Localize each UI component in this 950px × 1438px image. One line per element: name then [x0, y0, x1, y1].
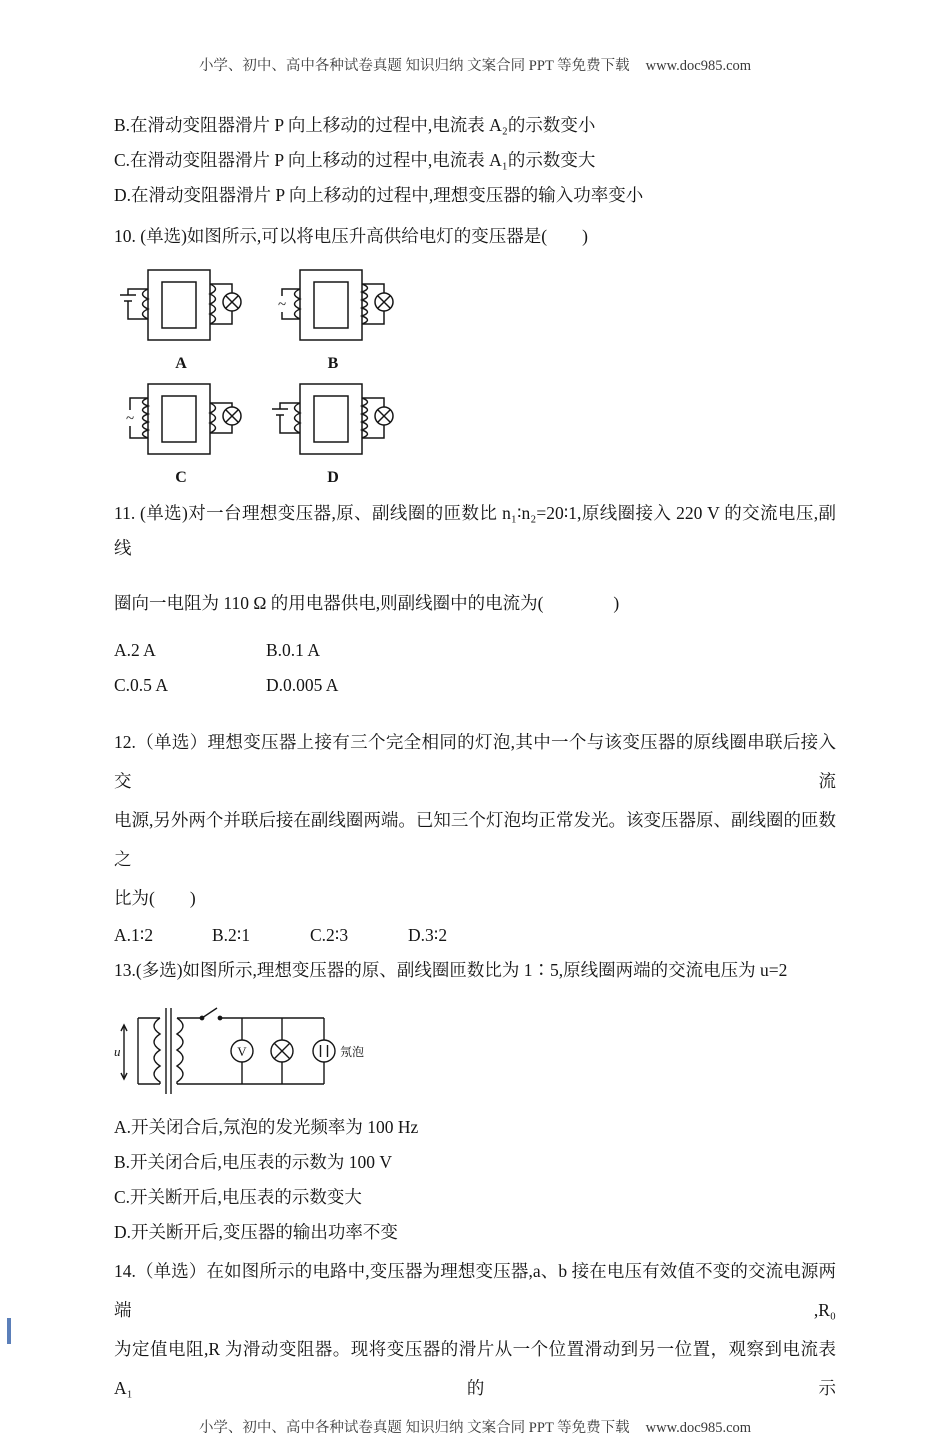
q14-stem-line1: 14.（单选）在如图所示的电路中,变压器为理想变压器,a、b 接在电压有效值不变的交流电源两端,R₀ — [114, 1261, 836, 1320]
figure-label-c: C — [175, 469, 187, 486]
core-inner — [162, 282, 196, 328]
ac-source-icon: ~ — [125, 411, 135, 427]
secondary-coil — [362, 398, 368, 438]
page-corner-artifact — [7, 1318, 11, 1344]
lamp-cross — [226, 296, 238, 308]
battery-icon — [120, 295, 136, 301]
q13-option-a: A.开关闭合后,氖泡的发光频率为 100 Hz — [114, 1117, 419, 1137]
core-outer — [148, 384, 210, 454]
neon-electrodes — [321, 1045, 328, 1057]
q9-option-c: C.在滑动变阻器滑片 P 向上移动的过程中,电流表 A₁的示数变大 — [114, 150, 596, 170]
switch-contact-left — [200, 1016, 203, 1019]
lamp-cross — [378, 410, 390, 422]
core-outer — [300, 270, 362, 340]
q12-stem-line1: 12.（单选）理想变压器上接有三个完全相同的灯泡,其中一个与该变压器的原线圈串联后接入交流 — [114, 732, 836, 791]
q11-option-a: A.2 A — [114, 640, 156, 660]
secondary-coil — [362, 284, 368, 324]
q9-option-d: D.在滑动变阻器滑片 P 向上移动的过程中,理想变压器的输入功率变小 — [114, 185, 644, 205]
q11-stem-line1: 11. (单选)对一台理想变压器,原、副线圈的匝数比 n₁∶n₂=20∶1,原线圈接入 220 V 的交流电压,副线 — [114, 503, 836, 558]
u-label: u — [114, 1044, 121, 1059]
transformer-figure-d — [268, 376, 420, 488]
lamp-cross — [275, 1044, 290, 1059]
primary-coil — [154, 1018, 160, 1084]
transformer-figure-c — [116, 376, 268, 488]
header-url: www.doc985.com — [645, 58, 752, 74]
secondary-coil — [177, 1018, 183, 1084]
ac-source-icon: ~ — [277, 297, 287, 313]
q11-option-d: D.0.005 A — [266, 675, 339, 695]
q12-option-b: B.2∶1 — [212, 925, 251, 945]
footer-text: 小学、初中、高中各种试卷真题 知识归纳 文案合同 PPT 等免费下载 — [198, 1420, 630, 1436]
primary-coil — [295, 403, 301, 433]
q13-circuit-diagram — [114, 996, 372, 1104]
q12-stem-line3: 比为( ) — [114, 888, 196, 908]
switch-blade — [202, 1008, 217, 1018]
page-footer — [114, 1418, 836, 1438]
transformer-diagram-c — [116, 376, 246, 468]
q11-options-row1 — [114, 633, 836, 668]
q11-options-row2 — [114, 668, 836, 703]
q10-figure — [116, 262, 436, 488]
neon-label: 氖泡 — [340, 1045, 365, 1059]
q11-stem-line2: 圈向一电阻为 110 Ω 的用电器供电,则副线圈中的电流为( ) — [114, 593, 620, 613]
transformer-figure-a — [116, 262, 268, 374]
q12-option-a: A.1∶2 — [114, 925, 154, 945]
figure-label-b: B — [327, 355, 339, 372]
page-header — [114, 56, 836, 76]
document-content — [114, 108, 836, 1408]
lamp-wires — [210, 284, 232, 324]
primary-coil — [143, 398, 149, 438]
transformer-core — [166, 1008, 171, 1094]
lamp-cross — [378, 296, 390, 308]
source-wires — [280, 403, 300, 433]
q9-option-b: B.在滑动变阻器滑片 P 向上移动的过程中,电流表 A₂的示数变小 — [114, 115, 596, 135]
q13-figure — [114, 996, 836, 1104]
core-outer — [148, 270, 210, 340]
figure-label-a: A — [175, 355, 187, 372]
primary-coil — [143, 289, 149, 319]
primary-wires — [138, 1018, 160, 1084]
primary-coil — [295, 289, 301, 319]
footer-url: www.doc985.com — [645, 1420, 752, 1436]
core-inner — [314, 396, 348, 442]
header-text: 小学、初中、高中各种试卷真题 知识归纳 文案合同 PPT 等免费下载 — [198, 58, 630, 74]
lamp-cross — [226, 410, 238, 422]
secondary-coil — [210, 403, 216, 433]
neon-bulb-icon — [313, 1040, 335, 1062]
q12-options-row — [114, 918, 836, 953]
q13-stem: 13.(多选)如图所示,理想变压器的原、副线圈匝数比为 1∶5,原线圈两端的交流电压为 u=2 — [114, 960, 788, 980]
core-inner — [314, 282, 348, 328]
transformer-diagram-b — [268, 262, 398, 354]
figure-label-d: D — [327, 469, 339, 486]
secondary-coil — [210, 284, 216, 324]
q11-option-b: B.0.1 A — [266, 640, 320, 660]
q13-option-b: B.开关闭合后,电压表的示数为 100 V — [114, 1152, 393, 1172]
transformer-diagram-a — [116, 262, 246, 354]
q10-stem: 10. (单选)如图所示,可以将电压升高供给电灯的变压器是( ) — [114, 226, 588, 246]
q14-stem-line2: 为定值电阻,R 为滑动变阻器。现将变压器的滑片从一个位置滑动到另一位置，观察到电流表 A₁的示 — [114, 1339, 836, 1398]
battery-icon — [272, 409, 288, 415]
core-inner — [162, 396, 196, 442]
core-outer — [300, 384, 362, 454]
source-wires — [128, 289, 148, 319]
transformer-diagram-d — [268, 376, 398, 468]
q12-stem-line2: 电源,另外两个并联后接在副线圈两端。已知三个灯泡均正常发光。该变压器原、副线圈的匝数之 — [114, 810, 836, 869]
q11-option-c: C.0.5 A — [114, 675, 168, 695]
q13-option-d: D.开关断开后,变压器的输出功率不变 — [114, 1222, 398, 1242]
q12-option-d: D.3∶2 — [408, 925, 448, 945]
q12-option-c: C.2∶3 — [310, 925, 349, 945]
q13-option-c: C.开关断开后,电压表的示数变大 — [114, 1187, 362, 1207]
voltmeter-label: V — [237, 1044, 247, 1059]
transformer-figure-b — [268, 262, 420, 374]
